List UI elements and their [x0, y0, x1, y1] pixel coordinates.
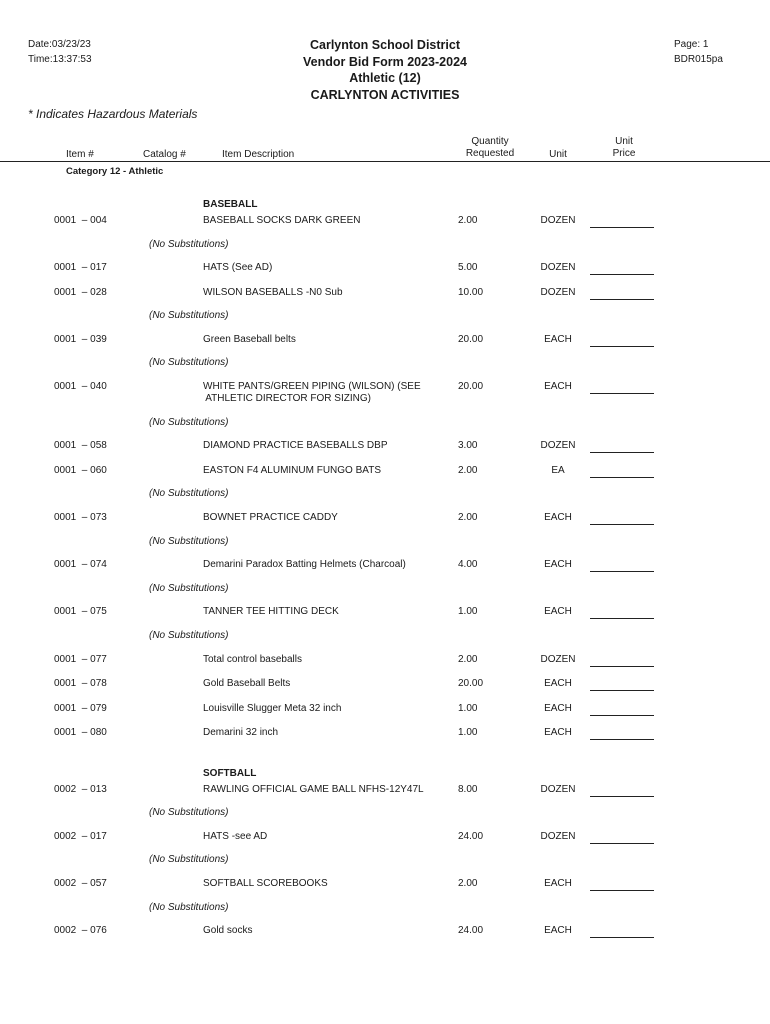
section-title: SOFTBALL: [203, 767, 257, 779]
district-name: Carlynton School District: [309, 38, 461, 52]
no-substitutions-note: (No Substitutions): [149, 901, 229, 913]
item-quantity: 2.00: [458, 215, 478, 226]
unit-price-blank[interactable]: [590, 843, 654, 844]
unit-price-blank[interactable]: [590, 666, 654, 667]
col-item: Item #: [66, 149, 94, 160]
item-description: TANNER TEE HITTING DECK: [203, 606, 339, 618]
item-unit: DOZEN: [540, 783, 576, 795]
item-number: 0002 – 013: [54, 783, 107, 795]
col-price-line2: Price: [612, 148, 636, 159]
item-unit: DOZEN: [540, 440, 576, 452]
no-substitutions-note: (No Substitutions): [149, 488, 229, 500]
no-substitutions-note: (No Substitutions): [149, 807, 229, 819]
unit-price-blank[interactable]: [590, 274, 654, 275]
unit-price-blank[interactable]: [590, 477, 654, 478]
col-quantity-line2: Requested: [465, 148, 515, 159]
item-number: 0001 – 073: [54, 512, 107, 523]
unit-price-blank[interactable]: [590, 796, 654, 797]
item-quantity: 2.00: [458, 512, 478, 523]
page-number: Page: 1: [674, 39, 709, 50]
category-label: Category 12 - Athletic: [66, 166, 164, 177]
item-description: BOWNET PRACTICE CADDY: [203, 512, 338, 523]
item-description-cont: ATHLETIC DIRECTOR FOR SIZING): [203, 393, 371, 405]
item-unit: DOZEN: [540, 286, 576, 298]
item-number: 0001 – 017: [54, 262, 107, 274]
item-unit: EACH: [544, 606, 572, 618]
unit-price-blank[interactable]: [590, 571, 654, 572]
item-description: Louisville Slugger Meta 32 inch: [203, 702, 342, 714]
no-substitutions-note: (No Substitutions): [149, 416, 229, 428]
item-unit: EACH: [544, 727, 572, 739]
item-quantity: 5.00: [458, 262, 478, 274]
item-unit: EACH: [544, 559, 572, 571]
item-description: RAWLING OFFICIAL GAME BALL NFHS-12Y47L: [203, 783, 424, 795]
item-quantity: 4.00: [458, 559, 478, 571]
item-quantity: 3.00: [458, 440, 478, 452]
item-description: BASEBALL SOCKS DARK GREEN: [203, 215, 361, 226]
item-description: Gold Baseball Belts: [203, 678, 291, 690]
report-time: Time:13:37:53: [28, 54, 92, 65]
no-substitutions-note: (No Substitutions): [149, 238, 229, 250]
no-substitutions-note: (No Substitutions): [149, 310, 229, 322]
col-unit: Unit: [549, 149, 567, 160]
item-quantity: 2.00: [458, 878, 478, 889]
item-quantity: 20.00: [458, 678, 484, 690]
no-substitutions-note: (No Substitutions): [149, 582, 229, 594]
item-description: HATS (See AD): [203, 262, 273, 274]
item-unit: EACH: [544, 678, 572, 690]
item-unit: DOZEN: [540, 262, 576, 274]
item-number: 0001 – 040: [54, 381, 107, 393]
item-unit: DOZEN: [540, 653, 576, 665]
form-title: Vendor Bid Form 2023-2024: [303, 55, 467, 69]
unit-price-blank[interactable]: [590, 715, 654, 716]
item-quantity: 1.00: [458, 702, 478, 714]
item-number: 0001 – 058: [54, 440, 107, 452]
item-quantity: 20.00: [458, 381, 484, 393]
unit-price-blank[interactable]: [590, 299, 654, 300]
unit-price-blank[interactable]: [590, 618, 654, 619]
item-number: 0001 – 079: [54, 702, 107, 714]
hazard-note: * Indicates Hazardous Materials: [28, 107, 198, 121]
item-unit: EACH: [544, 333, 572, 345]
item-number: 0001 – 074: [54, 559, 107, 571]
category-title: Athletic (12): [349, 71, 421, 85]
item-number: 0001 – 077: [54, 653, 107, 665]
no-substitutions-note: (No Substitutions): [149, 535, 229, 547]
col-description: Item Description: [222, 149, 295, 160]
item-description: WHITE PANTS/GREEN PIPING (WILSON) (SEE: [203, 381, 421, 393]
unit-price-blank[interactable]: [590, 452, 654, 453]
item-quantity: 2.00: [458, 464, 478, 476]
item-description: Demarini 32 inch: [203, 727, 279, 739]
col-price-line1: Unit: [615, 136, 633, 147]
item-number: 0001 – 028: [54, 286, 107, 298]
item-quantity: 24.00: [458, 925, 484, 937]
item-quantity: 1.00: [458, 606, 478, 618]
item-number: 0002 – 017: [54, 830, 107, 842]
item-number: 0001 – 004: [54, 215, 107, 226]
item-description: Gold socks: [203, 925, 253, 937]
item-description: Total control baseballs: [203, 653, 302, 665]
item-unit: DOZEN: [540, 215, 576, 226]
report-date: Date:03/23/23: [28, 39, 91, 50]
unit-price-blank[interactable]: [590, 739, 654, 740]
item-description: EASTON F4 ALUMINUM FUNGO BATS: [203, 464, 381, 476]
item-number: 0001 – 078: [54, 678, 107, 690]
item-quantity: 24.00: [458, 830, 484, 842]
item-unit: EACH: [544, 381, 572, 393]
item-quantity: 10.00: [458, 286, 484, 298]
item-unit: EACH: [544, 878, 572, 889]
section-title: BASEBALL: [203, 199, 258, 210]
unit-price-blank[interactable]: [590, 524, 654, 525]
item-description: Green Baseball belts: [203, 333, 296, 345]
no-substitutions-note: (No Substitutions): [149, 357, 229, 369]
item-number: 0002 – 076: [54, 925, 107, 937]
item-quantity: 20.00: [458, 333, 484, 345]
col-catalog: Catalog #: [143, 149, 186, 160]
unit-price-blank[interactable]: [590, 890, 654, 891]
item-description: WILSON BASEBALLS -N0 Sub: [203, 286, 343, 298]
item-unit: EA: [551, 464, 565, 476]
item-description: Demarini Paradox Batting Helmets (Charcoal): [203, 559, 406, 571]
unit-price-blank[interactable]: [590, 937, 654, 938]
no-substitutions-note: (No Substitutions): [149, 854, 229, 866]
item-number: 0001 – 060: [54, 464, 107, 476]
item-unit: EACH: [544, 512, 572, 523]
item-description: SOFTBALL SCOREBOOKS: [203, 878, 328, 889]
item-unit: EACH: [544, 702, 572, 714]
unit-price-blank[interactable]: [590, 346, 654, 347]
report-code: BDR015pa: [674, 54, 723, 65]
item-quantity: 8.00: [458, 783, 478, 795]
item-quantity: 1.00: [458, 727, 478, 739]
col-quantity-line1: Quantity: [471, 136, 509, 147]
no-substitutions-note: (No Substitutions): [149, 629, 229, 641]
unit-price-blank[interactable]: [590, 227, 654, 228]
item-description: DIAMOND PRACTICE BASEBALLS DBP: [203, 440, 388, 452]
item-quantity: 2.00: [458, 653, 478, 665]
item-number: 0001 – 075: [54, 606, 107, 618]
organization-name: CARLYNTON ACTIVITIES: [310, 88, 460, 102]
item-unit: EACH: [544, 925, 572, 937]
item-description: HATS -see AD: [203, 830, 268, 842]
item-number: 0002 – 057: [54, 878, 107, 889]
unit-price-blank[interactable]: [590, 393, 654, 394]
item-number: 0001 – 080: [54, 727, 107, 739]
item-unit: DOZEN: [540, 830, 576, 842]
item-number: 0001 – 039: [54, 333, 107, 345]
header-divider: [0, 161, 770, 162]
unit-price-blank[interactable]: [590, 690, 654, 691]
